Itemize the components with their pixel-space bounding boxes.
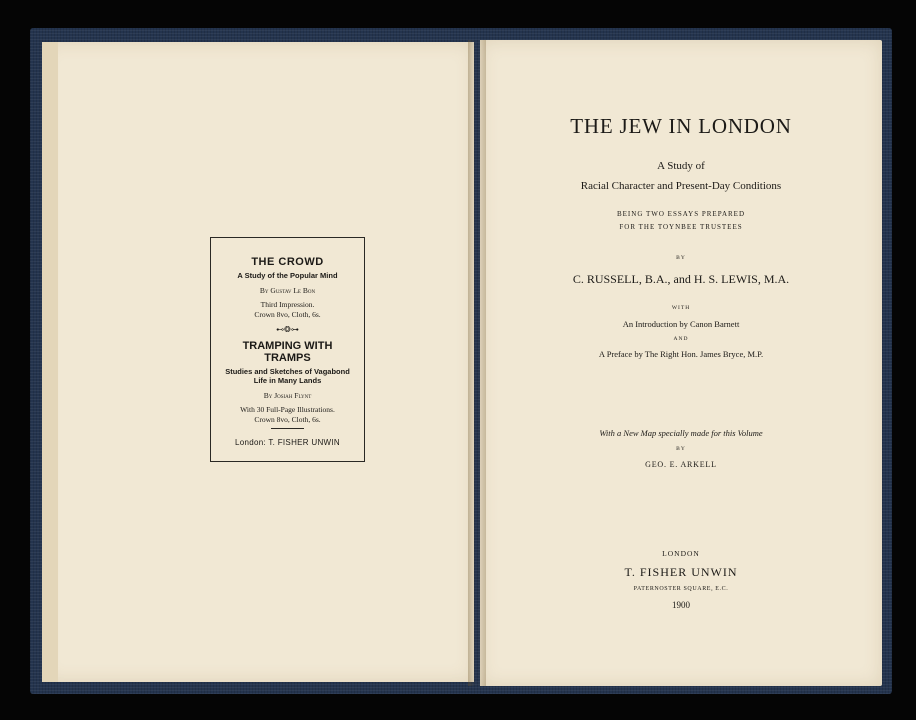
book2-author: By Josiah Flynt (263, 391, 312, 400)
ornament-divider: ⊷❂⊶ (276, 325, 299, 334)
book2-title: TRAMPING WITH TRAMPS (242, 340, 333, 364)
essays-line-2: FOR THE TOYNBEE TRUSTEES (619, 223, 743, 231)
book1-subtitle: A Study of the Popular Mind (237, 271, 338, 280)
book1-details (211, 300, 364, 320)
essays-line-1: BEING TWO ESSAYS PREPARED (616, 210, 745, 218)
book-title: THE JEW IN LONDON (570, 114, 792, 138)
book2-subtitle: Studies and Sketches of Vagabond Life in Many Lands (225, 367, 350, 385)
book1-author: By Gustav Le Bon (259, 286, 316, 295)
map-note: With a New Map specially made for this Volume (599, 428, 763, 438)
authors: C. RUSSELL, B.A., and H. S. LEWIS, M.A. (572, 272, 790, 286)
introduction-credit: An Introduction by Canon Barnett (622, 319, 740, 329)
book2-details (211, 405, 364, 425)
page-edge (42, 42, 58, 682)
imprint-address: PATERNOSTER SQUARE, E.C. (633, 586, 729, 592)
by-label-2: BY (676, 446, 686, 452)
divider-rule (271, 428, 304, 429)
imprint-publisher: T. FISHER UNWIN (624, 565, 738, 579)
book2-format: Crown 8vo, Cloth, 6s. (254, 415, 321, 424)
subtitle-line-1: A Study of (657, 160, 705, 172)
book1-title: THE CROWD (251, 256, 324, 268)
essays-note (480, 208, 882, 234)
publisher-advertisement (210, 237, 365, 462)
title-page (480, 0, 882, 720)
book1-format: Crown 8vo, Cloth, 6s. (254, 310, 321, 319)
with-label: WITH (671, 305, 691, 311)
imprint-city: LONDON (662, 549, 700, 558)
map-author: GEO. E. ARKELL (645, 460, 717, 469)
book2-illustrations: With 30 Full-Page Illustrations. (240, 405, 335, 414)
subtitle-line-2: Racial Character and Present-Day Conditions (580, 180, 782, 192)
preface-credit: A Preface by The Right Hon. James Bryce, M.P. (598, 349, 764, 359)
advert-publisher: London: T. FISHER UNWIN (234, 438, 340, 447)
by-label: BY (676, 255, 686, 261)
book1-edition: Third Impression. (260, 300, 315, 309)
imprint-year: 1900 (672, 600, 690, 610)
and-label: AND (673, 336, 689, 342)
